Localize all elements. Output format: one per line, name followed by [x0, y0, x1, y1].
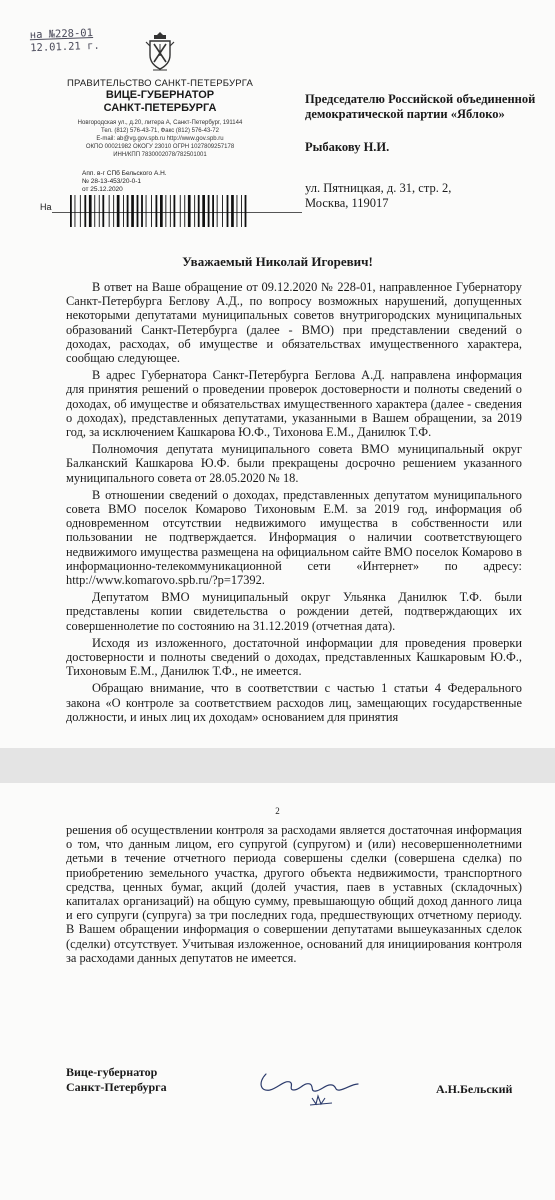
registration-stamp	[40, 170, 302, 230]
addressee-block	[305, 92, 545, 211]
handwritten-signature-icon	[252, 1058, 382, 1112]
stamp-number: № 28-13-453/20-0-1	[82, 178, 142, 185]
stamp-prefix: На	[40, 202, 52, 212]
government-letterhead	[40, 78, 280, 159]
paragraph: Полномочия депутата муниципального совета ВМО муниципальный округ Балканский Кашкарова Ю.Ф. были прекращены досрочно решением указанного муниципального совета от 28.05.2020 № 18.	[66, 442, 522, 485]
addressee-title: Председателю Российской объединенной демократической партии «Яблоко»	[305, 92, 536, 121]
paragraph: Депутатом ВМО муниципальный округ Ульянка Данилюк Т.Ф. были представлены копии свидетельства о рождении детей, подтверждающих их совершеннолетие по состоянию на 31.12.2019 (отчетная дата).	[66, 590, 522, 633]
city-title: САНКТ-ПЕТЕРБУРГА	[103, 102, 217, 114]
handwritten-reference-note	[30, 27, 100, 55]
page-number: 2	[275, 806, 280, 816]
paragraph: В ответ на Ваше обращение от 09.12.2020 № 228-01, направленное Губернатору Санкт-Петербурга Беглову А.Д., по вопросу возможных нарушений, допущенных некоторыми депутатами муниципальных советов внутригородских муниципальных образований Санкт-Петербурга (далее - ВМО) при представлении сведений о доходах, расходах, об имуществе и обязательствах имущественного характера, сообщаю следующее.	[66, 280, 522, 366]
government-name: ПРАВИТЕЛЬСТВО САНКТ-ПЕТЕРБУРГА	[66, 78, 254, 89]
signatory-position	[66, 1065, 167, 1095]
stamp-text	[82, 170, 167, 194]
handwritten-reference-date: 12.01.21 г.	[30, 39, 100, 55]
barcode-icon	[68, 195, 253, 227]
contact-line: Тел. (812) 576-43-71, Факс (812) 576-43-72	[101, 128, 219, 134]
contact-line: Новгородская ул., д.20, литера А, Санкт-Петербург, 191144	[77, 120, 243, 126]
signer-name: А.Н.Бельский	[436, 1082, 513, 1096]
signatory-position-line: Вице-губернатор	[66, 1065, 158, 1079]
handwritten-reference-number: на №228-01	[29, 27, 94, 42]
addressee-address-line: ул. Пятницкая, д. 31, стр. 2,	[305, 181, 452, 195]
paragraph: В отношении сведений о доходах, представленных депутатом муниципального совета ВМО поселок Комарово Тихоновым Е.М. за 2019 год, информация об одновременном отсутствии недвижимого имущества в собственности или пользовании не подтверждается. Информация о наличии соответствующего недвижимого имущества размещена на официальном сайте ВМО поселок Комарово в информационно-телекоммуникационной сети «Интернет» по адресу: http://www.komarovo.spb.ru/?p=17392.	[66, 487, 522, 588]
paragraph: Обращаю внимание, что в соответствии с частью 1 статьи 4 Федерального закона «О контроле за соответствием расходов лиц, замещающих государственные должности, и иных лиц их доходам» основанием для принятия	[66, 681, 522, 724]
paragraph: Исходя из изложенного, достаточной информации для проведения проверки достоверности и полноты сведений о доходах, представленных Кашкаровым Ю.Ф., Тихоновым Е.М., Данилюк Т.Ф., не имеется.	[66, 635, 522, 679]
addressee-name: Рыбакову Н.И.	[305, 140, 390, 154]
contact-line: ИНН/КПП 7830002078/782501001	[113, 152, 207, 158]
stamp-date: от 25.12.2020	[82, 186, 123, 193]
paragraph: решения об осуществлении контроля за расходами является достаточная информация о том, что данным лицом, его супругой (супругом) и (или) несовершеннолетними детьми в течение отчетного периода совершены сделки (совершена сделка) по приобретению земельного участка, другого объекта недвижимости, транспортного средства, ценных бумаг, акций (долей участия, паев в уставных (складочных) капиталах организаций) на общую сумму, превышающую общий доход данного лица и его супруги (супруга) за три последних года, предшествующих отчетному периоду. В Вашем обращении информация о совершении депутатами вышеуказанных сделок (сделки) отсутствует. Учитывая изложенное, оснований для инициирования контроля за расходами данных депутатов не имеется.	[66, 823, 522, 965]
signatory-position-line: Санкт-Петербурга	[66, 1080, 167, 1094]
paragraph: В адрес Губернатора Санкт-Петербурга Беглова А.Д. направлена информация для принятия решений о проведении проверок достоверности и полноты сведений о доходах, об имуществе и обязательствах имущественного характера (далее - сведения о доходах), представленных депутатами, указанными в Вашем обращении, за 2019 год, за исключением Кашкарова Ю.Ф., Тихонова Е.М., Данилюк Т.Ф.	[66, 368, 522, 440]
letter-body-page-2	[66, 823, 522, 968]
greeting: Уважаемый Николай Игоревич!	[182, 254, 373, 269]
stamp-office: Апп. в-г СПб Бельского А.Н.	[82, 170, 167, 177]
spb-coat-of-arms-icon	[143, 30, 177, 74]
contact-line: ОКПО 00021982 ОКОГУ 23010 ОГРН 1027809257178	[85, 144, 235, 150]
contact-line: E-mail: ab@vg.gov.spb.ru http://www.gov.spb.ru	[96, 136, 224, 142]
addressee-address-line: Москва, 119017	[305, 196, 389, 210]
vice-governor-title: ВИЦЕ-ГУБЕРНАТОР	[105, 89, 215, 101]
letter-body-page-1	[66, 280, 522, 727]
